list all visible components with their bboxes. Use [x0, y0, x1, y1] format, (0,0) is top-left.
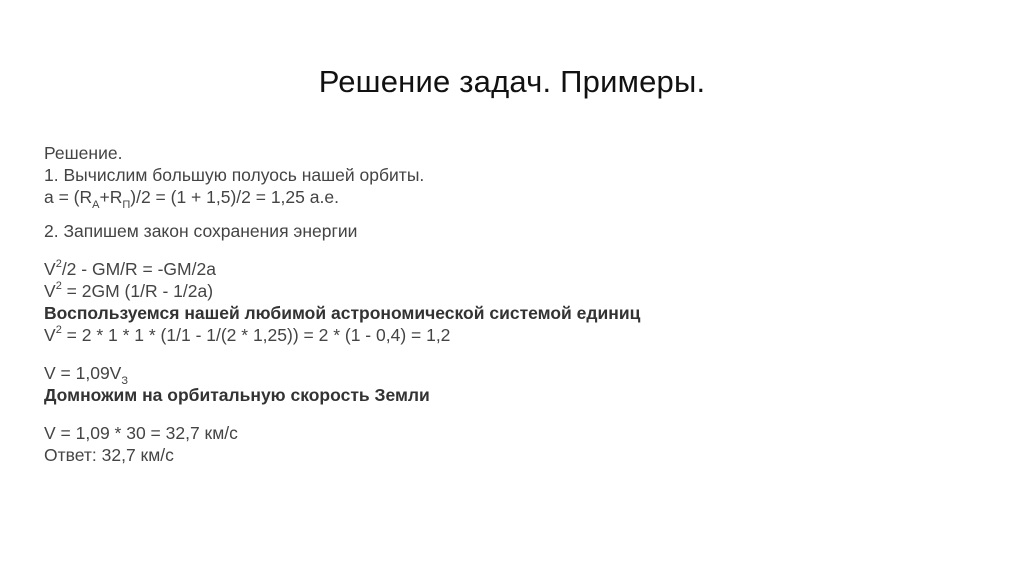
superscript-2: 2	[55, 324, 62, 337]
formula-part: V	[44, 281, 56, 301]
subscript-p: П	[122, 198, 131, 211]
final-calculation: V = 1,09 * 30 = 32,7 км/с	[44, 423, 238, 443]
units-note: Воспользуемся нашей любимой астрономической системой единиц	[44, 303, 641, 323]
formula-part: +R	[99, 187, 123, 207]
formula-part: a = (R	[44, 187, 93, 207]
slide-title: Решение задач. Примеры.	[318, 64, 706, 99]
velocity-squared-equation	[44, 280, 984, 302]
velocity-calculation	[44, 324, 984, 346]
formula-part: V	[44, 325, 56, 345]
formula-part: /2 - GM/R = -GM/2a	[61, 259, 216, 279]
formula-part: )/2 = (1 + 1,5)/2 = 1,25 а.е.	[130, 187, 339, 207]
step-2-text: 2. Запишем закон сохранения энергии	[44, 221, 358, 241]
slide-body	[44, 142, 984, 466]
superscript-2: 2	[55, 280, 62, 293]
velocity-result	[44, 362, 984, 387]
subscript-z: З	[121, 374, 129, 387]
formula-part: V = 1,09V	[44, 363, 122, 383]
solution-heading: Решение.	[44, 143, 123, 163]
answer-text: Ответ: 32,7 км/с	[44, 445, 174, 465]
multiply-note: Домножим на орбитальную скорость Земли	[44, 385, 430, 405]
formula-part: = 2 * 1 * 1 * (1/1 - 1/(2 * 1,25)) = 2 * (1 - 0,4) = 1,2	[61, 325, 451, 345]
semi-major-axis-formula	[44, 186, 984, 211]
superscript-2: 2	[55, 258, 62, 271]
energy-equation	[44, 258, 984, 280]
subscript-a: A	[92, 198, 100, 211]
formula-part: V	[44, 259, 56, 279]
formula-part: = 2GM (1/R - 1/2a)	[61, 281, 214, 301]
step-1-text: 1. Вычислим большую полуось нашей орбиты.	[44, 165, 425, 185]
